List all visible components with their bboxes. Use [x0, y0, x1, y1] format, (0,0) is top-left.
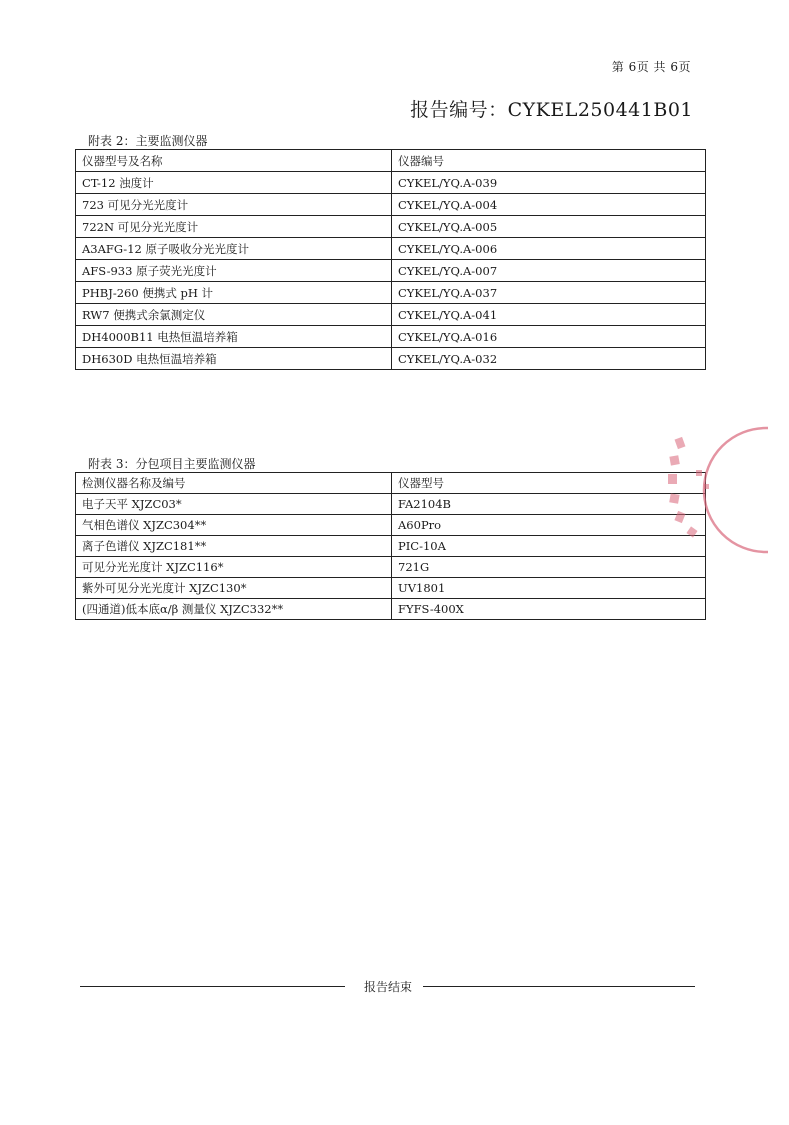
instrument-name: AFS-933 原子荧光光度计	[76, 260, 392, 282]
table-row	[76, 599, 706, 620]
table-row	[76, 326, 706, 348]
instrument-name: PHBJ-260 便携式 pH 计	[76, 282, 392, 304]
instrument-name: 722N 可见分光光度计	[76, 216, 392, 238]
table-row	[76, 494, 706, 515]
report-number: 报告编号：CYKEL250441B01	[410, 99, 693, 121]
table-row	[76, 578, 706, 599]
instrument-id: CYKEL/YQ.A-006	[392, 238, 706, 260]
seal-ring	[704, 428, 768, 552]
column-header: 仪器编号	[392, 150, 706, 172]
table-row	[76, 216, 706, 238]
table-header-row	[76, 473, 706, 494]
end-divider-right	[423, 986, 695, 987]
instrument-name: 气相色谱仪 XJZC304**	[76, 515, 392, 536]
table-row	[76, 536, 706, 557]
subcontract-instrument-table	[75, 472, 706, 620]
column-header: 检测仪器名称及编号	[76, 473, 392, 494]
end-divider-left	[80, 986, 345, 987]
instrument-name: DH4000B11 电热恒温培养箱	[76, 326, 392, 348]
instrument-id: CYKEL/YQ.A-041	[392, 304, 706, 326]
instrument-model: PIC-10A	[392, 536, 706, 557]
instrument-name: 可见分光光度计 XJZC116*	[76, 557, 392, 578]
seal-stamp	[648, 410, 768, 560]
instrument-id: CYKEL/YQ.A-032	[392, 348, 706, 370]
instrument-model: UV1801	[392, 578, 706, 599]
table-row	[76, 515, 706, 536]
instrument-id: CYKEL/YQ.A-004	[392, 194, 706, 216]
instrument-table	[75, 149, 706, 370]
page-counter: 第 6页 共 6页	[611, 60, 691, 74]
column-header: 仪器型号及名称	[76, 150, 392, 172]
instrument-id: CYKEL/YQ.A-007	[392, 260, 706, 282]
instrument-name: 紫外可见分光光度计 XJZC130*	[76, 578, 392, 599]
instrument-model: A60Pro	[392, 515, 706, 536]
table-header-row	[76, 150, 706, 172]
column-header: 仪器型号	[392, 473, 706, 494]
table-row	[76, 348, 706, 370]
table2-caption: 附表 2：主要监测仪器	[88, 134, 208, 148]
instrument-id: CYKEL/YQ.A-005	[392, 216, 706, 238]
table3-caption: 附表 3：分包项目主要监测仪器	[88, 457, 256, 471]
instrument-name: CT-12 浊度计	[76, 172, 392, 194]
instrument-name: A3AFG-12 原子吸收分光光度计	[76, 238, 392, 260]
instrument-name: DH630D 电热恒温培养箱	[76, 348, 392, 370]
instrument-name: 离子色谱仪 XJZC181**	[76, 536, 392, 557]
table-row	[76, 260, 706, 282]
instrument-model: FYFS-400X	[392, 599, 706, 620]
instrument-name: (四通道)低本底α/β 测量仪 XJZC332**	[76, 599, 392, 620]
instrument-model: FA2104B	[392, 494, 706, 515]
instrument-id: CYKEL/YQ.A-037	[392, 282, 706, 304]
instrument-id: CYKEL/YQ.A-039	[392, 172, 706, 194]
instrument-id: CYKEL/YQ.A-016	[392, 326, 706, 348]
table-row	[76, 238, 706, 260]
table-row	[76, 172, 706, 194]
report-end-label: 报告结束	[364, 980, 413, 994]
table-row	[76, 304, 706, 326]
instrument-name: RW7 便携式余氯测定仪	[76, 304, 392, 326]
table-row	[76, 194, 706, 216]
instrument-model: 721G	[392, 557, 706, 578]
table-row	[76, 282, 706, 304]
table-row	[76, 557, 706, 578]
instrument-name: 723 可见分光光度计	[76, 194, 392, 216]
instrument-name: 电子天平 XJZC03*	[76, 494, 392, 515]
